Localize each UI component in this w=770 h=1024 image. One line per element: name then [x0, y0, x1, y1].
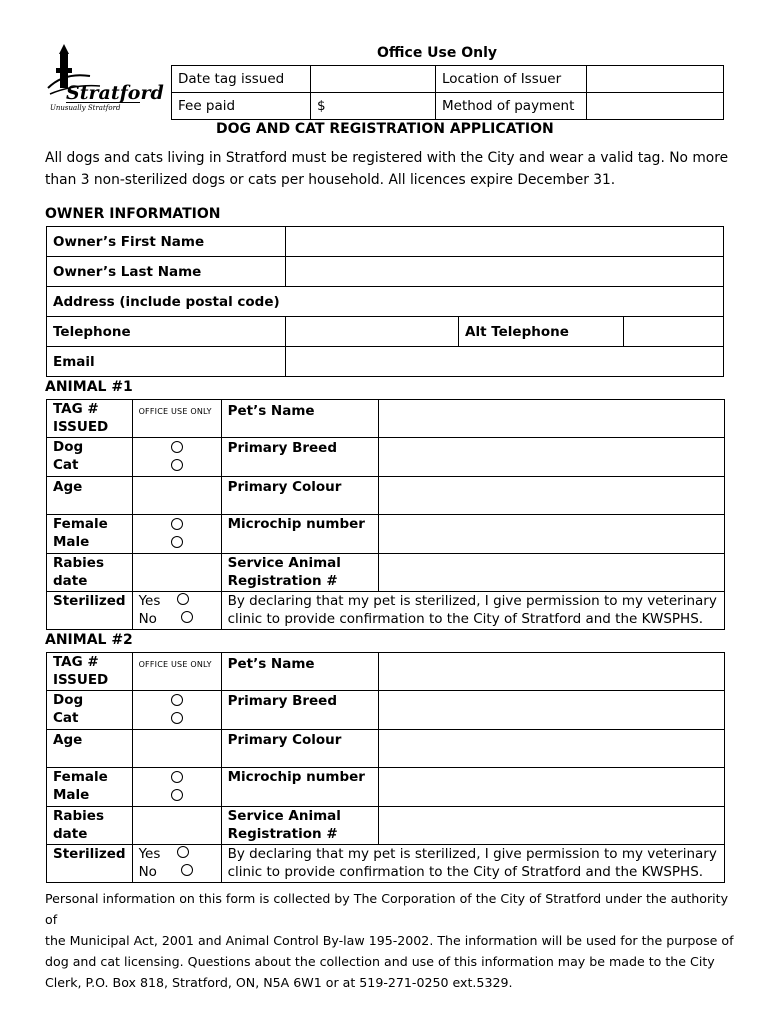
first-name-field[interactable]	[286, 227, 724, 257]
animal2-dog-radio[interactable]	[171, 694, 183, 706]
animal2-sterilized-no-radio[interactable]	[181, 864, 193, 876]
form-title: DOG AND CAT REGISTRATION APPLICATION	[216, 121, 554, 137]
alt-telephone-field[interactable]	[624, 317, 724, 347]
animal1-sterilized-consent: By declaring that my pet is sterilized, I give permission to my veterinary clinic to provide confirmation to the City of Stratford and the KWSPHS.	[221, 592, 724, 630]
email-label: Email	[47, 347, 286, 377]
animal1-pets-name-label: Pet’s Name	[221, 400, 378, 438]
animal2-sterilized-label: Sterilized	[47, 845, 133, 883]
animal2-tag-label: TAG # ISSUED	[47, 653, 133, 691]
animal1-section	[46, 399, 725, 630]
animal1-female-radio[interactable]	[171, 518, 183, 530]
animal2-male-radio[interactable]	[171, 789, 183, 801]
animal1-service-animal-label: Service Animal Registration #	[221, 554, 378, 592]
animal1-primary-colour-field[interactable]	[378, 477, 724, 515]
animal1-pets-name-field[interactable]	[378, 400, 724, 438]
animal2-female-radio[interactable]	[171, 771, 183, 783]
animal2-heading: ANIMAL #2	[45, 632, 133, 648]
animal2-primary-breed-field[interactable]	[378, 691, 724, 730]
last-name-field[interactable]	[286, 257, 724, 287]
method-of-payment-label: Method of payment	[436, 93, 587, 120]
animal2-age-field[interactable]	[132, 730, 221, 768]
animal2-primary-breed-label: Primary Breed	[221, 691, 378, 730]
animal1-cat-radio[interactable]	[171, 459, 183, 471]
location-of-issuer-field[interactable]	[587, 66, 724, 93]
privacy-line-1: Personal information on this form is collected by The Corporation of the City of Stratford under the authority of	[45, 891, 729, 927]
animal2-yes-label: Yes	[138, 846, 161, 862]
first-name-label: Owner’s First Name	[47, 227, 286, 257]
animal1-sterilized-yes-radio[interactable]	[177, 593, 189, 605]
animal2-table	[46, 652, 725, 883]
animal2-cat-radio[interactable]	[171, 712, 183, 724]
animal1-table	[46, 399, 725, 630]
office-use-title: Office Use Only	[377, 45, 498, 61]
animal1-sex-label: Female Male	[47, 515, 133, 554]
animal2-pets-name-field[interactable]	[378, 653, 724, 691]
animal1-primary-breed-label: Primary Breed	[221, 438, 378, 477]
animal1-primary-colour-label: Primary Colour	[221, 477, 378, 515]
intro-line-2: than 3 non-sterilized dogs or cats per household. All licences expire December 31.	[45, 172, 616, 188]
animal1-microchip-field[interactable]	[378, 515, 724, 554]
stratford-logo	[44, 42, 164, 116]
logo-name: Stratford	[66, 82, 164, 104]
telephone-field[interactable]	[286, 317, 459, 347]
animal1-heading: ANIMAL #1	[45, 379, 133, 395]
animal1-rabies-date-field[interactable]	[132, 554, 221, 592]
date-tag-issued-field[interactable]	[311, 66, 436, 93]
animal2-sex-label: Female Male	[47, 768, 133, 807]
animal2-sterilized-yes-radio[interactable]	[177, 846, 189, 858]
animal1-service-animal-field[interactable]	[378, 554, 724, 592]
animal2-rabies-label: Rabies date	[47, 807, 133, 845]
dollar-sign: $	[317, 98, 326, 114]
method-of-payment-field[interactable]	[587, 93, 724, 120]
address-label: Address (include postal code)	[53, 293, 280, 310]
animal1-tag-label: TAG # ISSUED	[47, 400, 133, 438]
animal1-species-label: Dog Cat	[47, 438, 133, 477]
intro-line-1: All dogs and cats living in Stratford must be registered with the City and wear a valid tag. No more	[45, 150, 729, 166]
animal1-no-label: No	[138, 611, 157, 627]
animal2-microchip-label: Microchip number	[221, 768, 378, 807]
animal2-no-label: No	[138, 864, 157, 880]
date-tag-issued-label: Date tag issued	[172, 66, 311, 93]
owner-heading: OWNER INFORMATION	[45, 206, 221, 222]
animal1-dog-radio[interactable]	[171, 441, 183, 453]
animal2-age-label: Age	[47, 730, 133, 768]
animal2-rabies-date-field[interactable]	[132, 807, 221, 845]
animal2-primary-colour-field[interactable]	[378, 730, 724, 768]
email-field[interactable]	[286, 347, 724, 377]
owner-table	[46, 226, 724, 377]
animal2-pets-name-label: Pet’s Name	[221, 653, 378, 691]
telephone-label: Telephone	[47, 317, 286, 347]
privacy-line-2: the Municipal Act, 2001 and Animal Control By-law 195-2002. The information will be used for the purpose of	[45, 933, 734, 948]
animal1-microchip-label: Microchip number	[221, 515, 378, 554]
animal1-age-field[interactable]	[132, 477, 221, 515]
animal1-sterilized-label: Sterilized	[47, 592, 133, 630]
animal2-section	[46, 652, 725, 883]
last-name-label: Owner’s Last Name	[47, 257, 286, 287]
animal2-tag-office-field[interactable]: OFFICE USE ONLY	[132, 653, 221, 691]
privacy-line-3: dog and cat licensing. Questions about the collection and use of this information may be made to the City	[45, 954, 715, 969]
privacy-line-4: Clerk, P.O. Box 818, Stratford, ON, N5A 6W1 or at 519-271-0250 ext.5329.	[45, 975, 513, 990]
animal1-age-label: Age	[47, 477, 133, 515]
animal1-sterilized-no-radio[interactable]	[181, 611, 193, 623]
logo-tagline: Unusually Stratford	[50, 104, 121, 112]
animal2-service-animal-label: Service Animal Registration #	[221, 807, 378, 845]
fee-paid-field[interactable]	[311, 93, 436, 120]
location-of-issuer-label: Location of Issuer	[436, 66, 587, 93]
animal2-service-animal-field[interactable]	[378, 807, 724, 845]
animal1-tag-office-field[interactable]: OFFICE USE ONLY	[132, 400, 221, 438]
animal1-male-radio[interactable]	[171, 536, 183, 548]
address-field[interactable]	[47, 287, 724, 317]
animal1-yes-label: Yes	[138, 593, 161, 609]
alt-telephone-label: Alt Telephone	[459, 317, 624, 347]
office-use-table	[171, 65, 724, 120]
fee-paid-label: Fee paid	[172, 93, 311, 120]
animal1-primary-breed-field[interactable]	[378, 438, 724, 477]
animal2-species-label: Dog Cat	[47, 691, 133, 730]
animal2-microchip-field[interactable]	[378, 768, 724, 807]
animal2-primary-colour-label: Primary Colour	[221, 730, 378, 768]
animal1-rabies-label: Rabies date	[47, 554, 133, 592]
animal2-sterilized-consent: By declaring that my pet is sterilized, I give permission to my veterinary clinic to provide confirmation to the City of Stratford and the KWSPHS.	[221, 845, 724, 883]
